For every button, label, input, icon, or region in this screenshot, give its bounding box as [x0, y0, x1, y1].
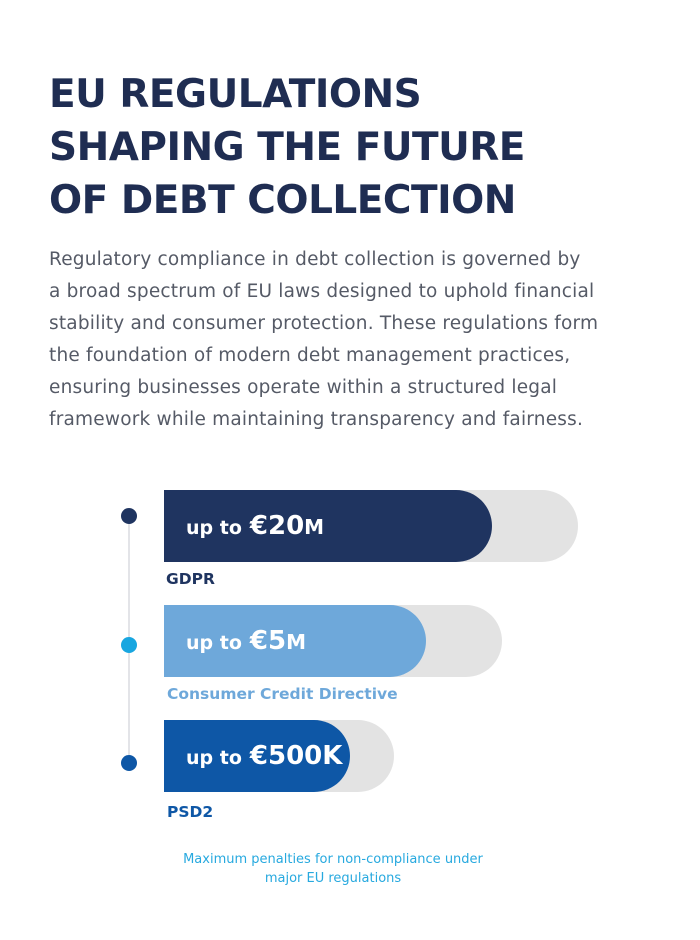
intro-line: Regulatory compliance in debt collection is governed by — [49, 249, 581, 270]
title-line: OF DEBT COLLECTION — [49, 178, 516, 223]
penalty-bar-gdpr — [164, 490, 492, 562]
intro-paragraph — [49, 244, 649, 436]
timeline-dot-gdpr — [121, 508, 137, 524]
penalty-amount: €500K — [249, 741, 343, 771]
intro-line: a broad spectrum of EU laws designed to uphold financial — [49, 281, 595, 302]
timeline-dot-psd2 — [121, 755, 137, 771]
penalty-unit: M — [304, 515, 325, 539]
caption-line: major EU regulations — [264, 871, 402, 886]
penalty-unit: M — [286, 630, 306, 654]
title-line: EU REGULATIONS — [49, 72, 422, 117]
penalty-bar-psd2 — [164, 720, 350, 792]
regulation-label-gdpr: GDPR — [166, 570, 215, 588]
title-line: SHAPING THE FUTURE — [49, 125, 525, 170]
penalty-bar-ccd — [164, 605, 426, 677]
caption-line: Maximum penalties for non-compliance under — [183, 852, 483, 867]
penalty-amount: €20 — [249, 511, 305, 541]
intro-line: the foundation of modern debt management practices, — [49, 345, 571, 366]
intro-line: framework while maintaining transparency and fairness. — [49, 409, 584, 430]
penalty-prefix: up to — [186, 517, 242, 539]
regulation-label-ccd: Consumer Credit Directive — [167, 685, 398, 703]
intro-line: stability and consumer protection. These regulations form — [49, 313, 599, 334]
regulation-label-psd2: PSD2 — [167, 803, 214, 821]
timeline-dot-ccd — [121, 637, 137, 653]
chart-caption — [150, 850, 516, 888]
penalty-prefix: up to — [186, 632, 242, 654]
penalty-prefix: up to — [186, 747, 242, 769]
penalty-amount: €5 — [249, 626, 287, 656]
page-title — [49, 68, 669, 227]
intro-line: ensuring businesses operate within a structured legal — [49, 377, 558, 398]
